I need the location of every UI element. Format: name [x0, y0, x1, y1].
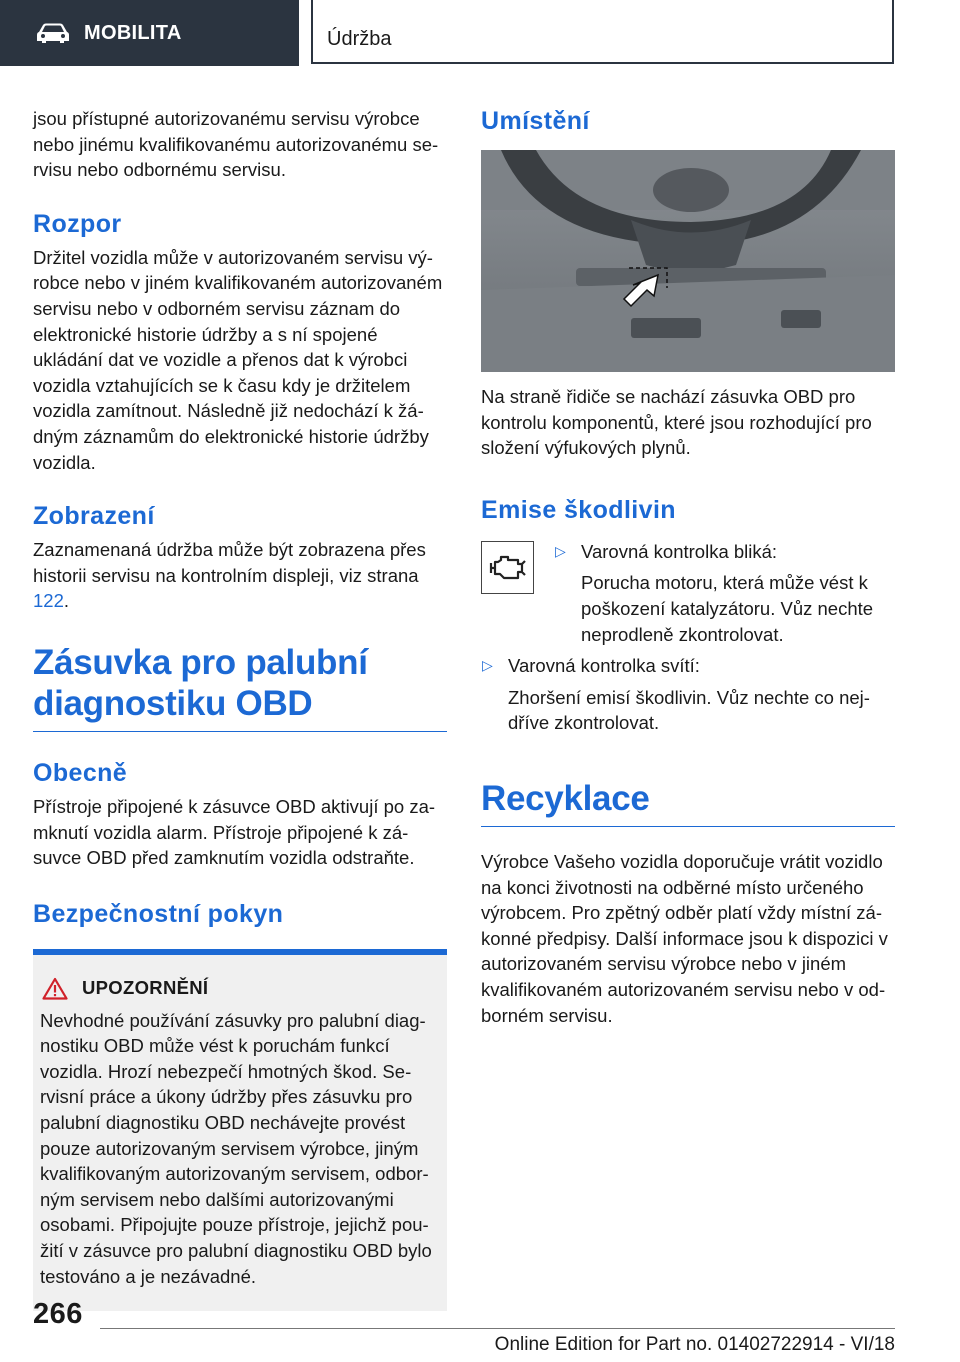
heading-obecne: Obecně	[33, 758, 128, 787]
intro-paragraph: jsou přístupné autorizovanému servisu výrobce nebo jinému kvalifikovanému autorizovanému servisu nebo odbornému servisu.	[33, 108, 439, 181]
section-title: MOBILITA	[84, 21, 182, 44]
emissions-list	[554, 539, 895, 647]
page-header	[0, 0, 960, 66]
warning-header	[40, 977, 439, 1000]
triangle-bullet-icon: ▷	[482, 657, 493, 674]
zobrazeni-end: .	[63, 590, 70, 612]
zobrazeni-text: Zaznamenaná údržba může být zobrazena přes historii servisu na kontrolním displeji, viz strana	[33, 539, 426, 586]
chapter-tab	[311, 0, 894, 64]
list-item	[554, 539, 895, 565]
heading-bezpecnostni-pokyn: Bezpečnostní pokyn	[33, 899, 284, 928]
chapter-title: Údržba	[327, 28, 392, 50]
photo-caption: Na straně řidiče se nachází zásuvka OBD pro kontrolu komponentů, které jsou rozhodující pro složení výfukových plynů.	[481, 386, 872, 459]
heading-umisteni: Umístění	[481, 107, 590, 135]
rozpor-paragraph: Držitel vozidla může v autorizovaném servisu výrobce nebo v jiném kvalifikovaném autorizovaném servisu nebo v odborném servisu záznam do elektronické historie údržby a s ní spojené ukládání dat ve vozidle a přenos dat k výrobci vozidla vztahujících se k času kdy je držitelem vozidla zamítnout. Následně již nedochází k žádným záznamům do elektronické historie údržby vozidla.	[33, 246, 443, 473]
page-reference-link[interactable]: 122	[33, 590, 64, 612]
warning-box	[33, 955, 447, 1312]
emissions-list-2	[481, 653, 895, 736]
car-icon	[36, 22, 70, 44]
footer-divider	[100, 1328, 895, 1329]
warning-triangle-icon	[42, 977, 68, 1000]
bullet-description: Porucha motoru, která může vést k poškození katalyzátoru. Vůz nechte neprodleně zkontrolovat.	[581, 572, 874, 645]
warning-text: Nevhodné používání zásuvky pro palubní diagnostiku OBD může vést k poruchám funkcí vozidla. Hrozí nebezpečí hmotných škod. Servisní práce a úkony údržby přes zásuvku pro palubní diagnostiku OBD nechávejte provést pouze autorizovaným servisem výrobce, jiným kvalifikovaným autorizovaným servisem, odborným servisem nebo dalšími autorizovanými osobami. Připojujte pouze přístroje, jejichž použití v zásuvce pro palubní diagnostiku OBD bylo testováno a je nezávadné.	[40, 1009, 432, 1287]
edition-footer: Online Edition for Part no. 01402722914 - VI/18	[494, 1334, 895, 1355]
bullet-label: Varovná kontrolka svítí:	[508, 655, 700, 677]
zobrazeni-paragraph	[33, 537, 447, 614]
engine-check-icon	[488, 554, 528, 580]
heading-recyklace: Recyklace	[481, 778, 650, 818]
heading-emise: Emise škodlivin	[481, 495, 676, 524]
recyklace-heading-block	[481, 778, 895, 827]
page-number: 266	[33, 1298, 83, 1330]
heading-obd: Zásuvka pro palubní diagnostiku OBD	[33, 642, 368, 723]
obecne-paragraph: Přístroje připojené k zásuvce OBD aktivují po zamknutí vozidla alarm. Přístroje připojené k zásuvce OBD před zamknutím vozidla odstraňte.	[33, 795, 436, 869]
left-column	[33, 106, 447, 1311]
recyklace-paragraph: Výrobce Vašeho vozidla doporučuje vrátit vozidlo na konci životnosti na odběrné místo určeného výrobcem. Pro zpětný odběr platí vždy místní zákonné předpisy. Další informace jsou k dispozici v autorizovaném servisu výrobce nebo v jiném kvalifikovaném autorizovaném servisu nebo v odborném servisu.	[481, 850, 888, 1026]
obd-heading-block	[33, 642, 447, 732]
heading-rozpor: Rozpor	[33, 209, 122, 238]
bullet-label: Varovná kontrolka bliká:	[581, 540, 778, 562]
warning-title: UPOZORNĚNÍ	[82, 977, 209, 999]
section-tab	[0, 0, 299, 66]
emissions-block	[481, 539, 895, 647]
heading-zobrazeni: Zobrazení	[33, 502, 155, 531]
right-column	[481, 106, 895, 1028]
obd-location-photo	[481, 150, 895, 372]
triangle-bullet-icon: ▷	[555, 542, 566, 559]
engine-check-indicator	[481, 541, 534, 594]
list-item	[481, 653, 895, 679]
bullet-description: Zhoršení emisí škodlivin. Vůz nechte co nejdříve zkontrolovat.	[508, 686, 870, 734]
